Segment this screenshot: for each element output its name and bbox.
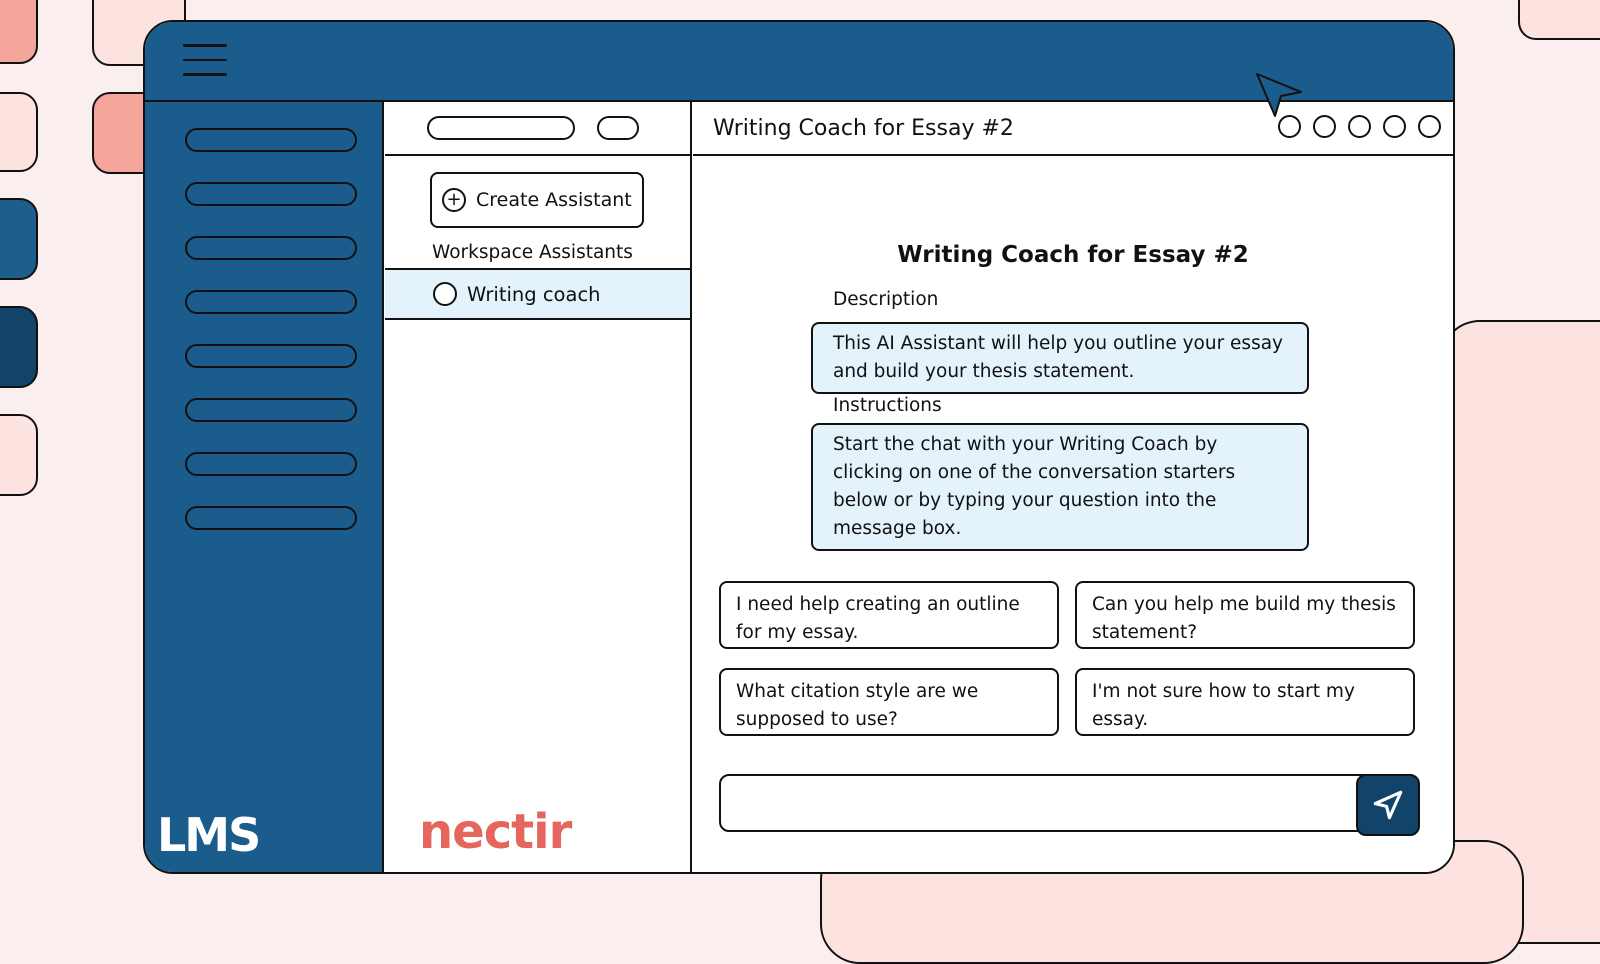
description-box: This AI Assistant will help you outline your essay and build your thesis statement. <box>811 322 1309 394</box>
sidebar-item-5[interactable] <box>185 344 357 368</box>
conversation-starter-1[interactable]: I need help creating an outline for my essay. <box>719 581 1059 649</box>
search-bar-placeholder[interactable] <box>427 116 575 140</box>
app-window <box>143 20 1455 874</box>
circle-icon[interactable] <box>1418 115 1441 138</box>
decor-tile <box>0 198 38 280</box>
decor-tile <box>1518 0 1600 40</box>
cursor-icon <box>1255 72 1305 122</box>
sidebar-item-1[interactable] <box>185 128 357 152</box>
conversation-starter-4[interactable]: I'm not sure how to start my essay. <box>1075 668 1415 736</box>
assistant-item-label: Writing coach <box>467 282 601 306</box>
instructions-label: Instructions <box>833 395 942 416</box>
create-assistant-label: Create Assistant <box>476 189 632 211</box>
plus-circle-icon: + <box>442 188 466 212</box>
sidebar-item-8[interactable] <box>185 506 357 530</box>
message-input[interactable] <box>735 786 1339 822</box>
create-assistant-button[interactable] <box>430 172 644 228</box>
decor-tile <box>0 306 38 388</box>
nectir-logo: nectir <box>419 804 572 860</box>
circle-icon[interactable] <box>1313 115 1336 138</box>
conversation-starter-3[interactable]: What citation style are we supposed to use? <box>719 668 1059 736</box>
sidebar-item-3[interactable] <box>185 236 357 260</box>
sidebar-item-7[interactable] <box>185 452 357 476</box>
lms-logo: LMS <box>157 808 260 862</box>
header-title: Writing Coach for Essay #2 <box>713 115 1014 141</box>
circle-icon[interactable] <box>1383 115 1406 138</box>
radio-circle-icon <box>433 282 457 306</box>
main-panel <box>693 102 1453 872</box>
send-button[interactable] <box>1356 774 1420 836</box>
description-label: Description <box>833 289 939 310</box>
instructions-box: Start the chat with your Writing Coach by clicking on one of the conversation starters below or by typing your question into the message box. <box>811 423 1309 551</box>
panel-header <box>385 102 690 156</box>
message-box <box>719 774 1419 832</box>
assistants-panel <box>385 102 692 872</box>
circle-icon[interactable] <box>1348 115 1371 138</box>
hamburger-icon[interactable] <box>183 44 227 78</box>
sidebar <box>145 102 384 872</box>
decor-tile <box>0 92 38 172</box>
main-header <box>693 102 1453 156</box>
sidebar-item-2[interactable] <box>185 182 357 206</box>
workspace-assistants-label: Workspace Assistants <box>432 242 633 263</box>
sidebar-item-6[interactable] <box>185 398 357 422</box>
assistant-title: Writing Coach for Essay #2 <box>897 242 1249 268</box>
decor-tile <box>0 414 38 496</box>
sidebar-item-4[interactable] <box>185 290 357 314</box>
filter-button-placeholder[interactable] <box>597 116 639 140</box>
assistant-item-writing-coach[interactable] <box>385 268 690 320</box>
send-icon <box>1371 788 1405 822</box>
decor-tile <box>0 0 38 64</box>
conversation-starter-2[interactable]: Can you help me build my thesis statement? <box>1075 581 1415 649</box>
